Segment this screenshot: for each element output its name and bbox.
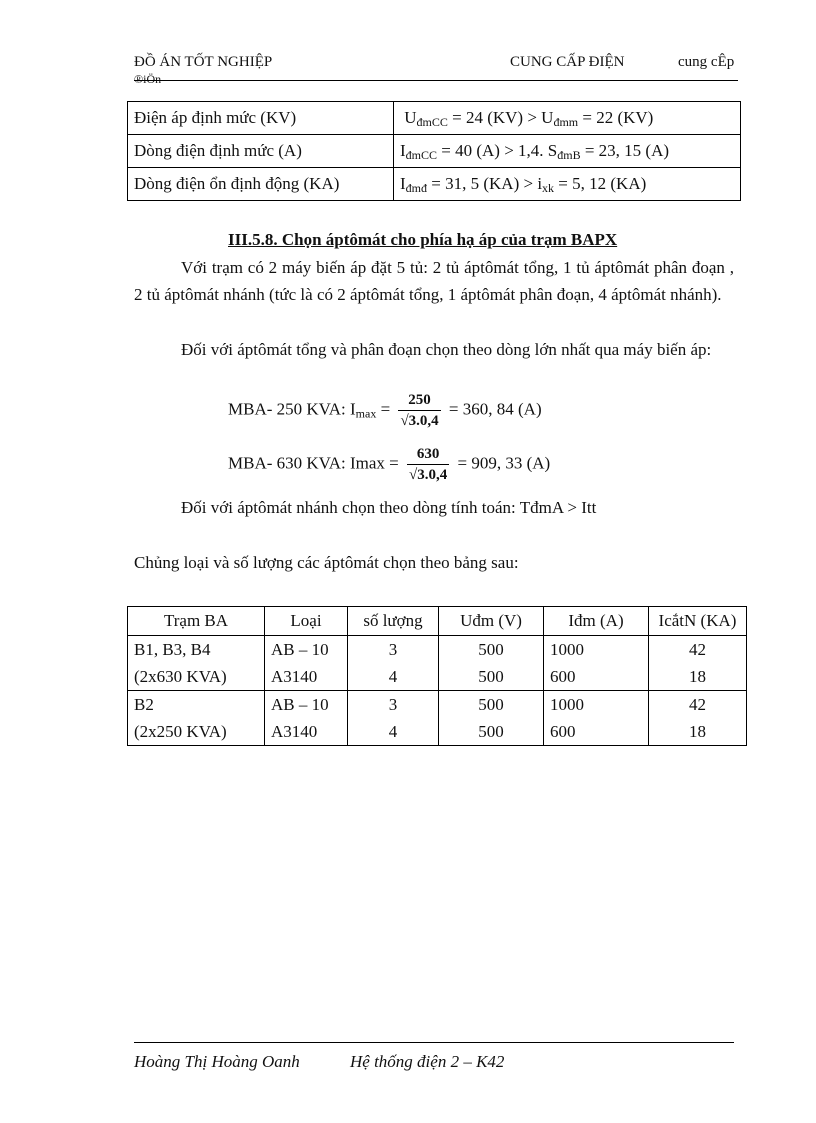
cell: 600 <box>544 663 649 691</box>
header-title-center: CUNG CẤP ĐIỆN <box>510 54 625 70</box>
cell: (2x250 KVA) <box>128 718 265 746</box>
table-row <box>128 718 747 746</box>
cell: 500 <box>439 718 544 746</box>
spec-value: $I_{đmCC} = 40$ (A) > 1,4. $S_{đmB} = 23$, 15 (A) <box>394 135 741 168</box>
formula-mba-630: MBA- 630 KVA: Imax = $\frac{630}{√3.0,4}$ = 909, 33 (A) <box>228 446 551 483</box>
spec-label: Điện áp định mức (KV) <box>128 102 394 135</box>
cell: AB – 10 <box>265 691 348 719</box>
header-overflow-text: ®iÖn <box>134 72 162 86</box>
spec-table <box>127 101 741 201</box>
cell: 42 <box>649 636 747 664</box>
column-header: số lượng <box>348 607 439 636</box>
fraction: $\frac{630}{√3.0,4}$ <box>409 446 448 483</box>
paragraph-branch-breakers: Đối với áptômát nhánh chọn theo dòng tính toán: TđmA > Itt <box>181 498 597 517</box>
header-rule <box>134 80 738 81</box>
table-row <box>128 691 747 719</box>
cell: 4 <box>348 718 439 746</box>
column-header: Uđm (V) <box>439 607 544 636</box>
column-header: Iđm (A) <box>544 607 649 636</box>
paragraph-main-breakers: Đối với áptômát tổng và phân đoạn chọn theo dòng lớn nhất qua máy biến áp: <box>181 340 712 359</box>
cell: 4 <box>348 663 439 691</box>
cell: 3 <box>348 636 439 664</box>
paragraph-table-intro: Chủng loại và số lượng các áptômát chọn theo bảng sau: <box>134 553 519 572</box>
cell: 1000 <box>544 691 649 719</box>
column-header: Loại <box>265 607 348 636</box>
spec-value: $U_{đmCC} = 24$ $(KV) > U_{đmm} = 22$ (KV) <box>394 102 741 135</box>
cell: 1000 <box>544 636 649 664</box>
section-title: III.5.8. Chọn áptômát cho phía hạ áp của trạm BAPX <box>228 230 618 249</box>
table-row <box>128 663 747 691</box>
cell: (2x630 KVA) <box>128 663 265 691</box>
column-header: IcắtN (KA) <box>649 607 747 636</box>
breaker-table <box>127 606 747 746</box>
footer-author: Hoàng Thị Hoàng Oanh <box>134 1052 300 1071</box>
header-title-left: ĐỒ ÁN TỐT NGHIỆP <box>134 54 273 70</box>
cell: 18 <box>649 718 747 746</box>
cell: 42 <box>649 691 747 719</box>
fraction: $\frac{250}{√3.0,4}$ <box>400 392 439 429</box>
table-row <box>128 636 747 664</box>
cell: A3140 <box>265 718 348 746</box>
footer-class: Hệ thống điện 2 – K42 <box>350 1052 505 1071</box>
cell: B2 <box>128 691 265 719</box>
spec-value: $I_{đmđ} = 31$, 5 $(KA) > i_{xk} = 5$, 12 (KA) <box>394 168 741 201</box>
cell: 18 <box>649 663 747 691</box>
paragraph-intro: Với trạm có 2 máy biến áp đặt 5 tủ: 2 tủ áptômát tổng, 1 tủ áptômát phân đoạn , 2 tủ áptômát nhánh (tức là có 2 áptômát tổng, 1 áptômát phân đoạn, 4 áptômát nhánh). <box>134 258 734 304</box>
cell: 500 <box>439 663 544 691</box>
table-row <box>128 102 741 135</box>
column-header: Trạm BA <box>128 607 265 636</box>
table-header-row <box>128 607 747 636</box>
cell: 500 <box>439 691 544 719</box>
table-row <box>128 135 741 168</box>
spec-label: Dòng điện ổn định động (KA) <box>128 168 394 201</box>
footer-rule <box>134 1042 734 1043</box>
cell: 600 <box>544 718 649 746</box>
cell: 3 <box>348 691 439 719</box>
cell: A3140 <box>265 663 348 691</box>
cell: B1, B3, B4 <box>128 636 265 664</box>
table-row <box>128 168 741 201</box>
cell: AB – 10 <box>265 636 348 664</box>
formula-mba-250: MBA- 250 KVA: $I_{max}$ = $\frac{250}{√3.0,4}$ = 360, 84 (A) <box>228 392 542 429</box>
spec-label: Dòng điện định mức (A) <box>128 135 394 168</box>
cell: 500 <box>439 636 544 664</box>
header-title-right: cung cÊp <box>678 54 735 70</box>
